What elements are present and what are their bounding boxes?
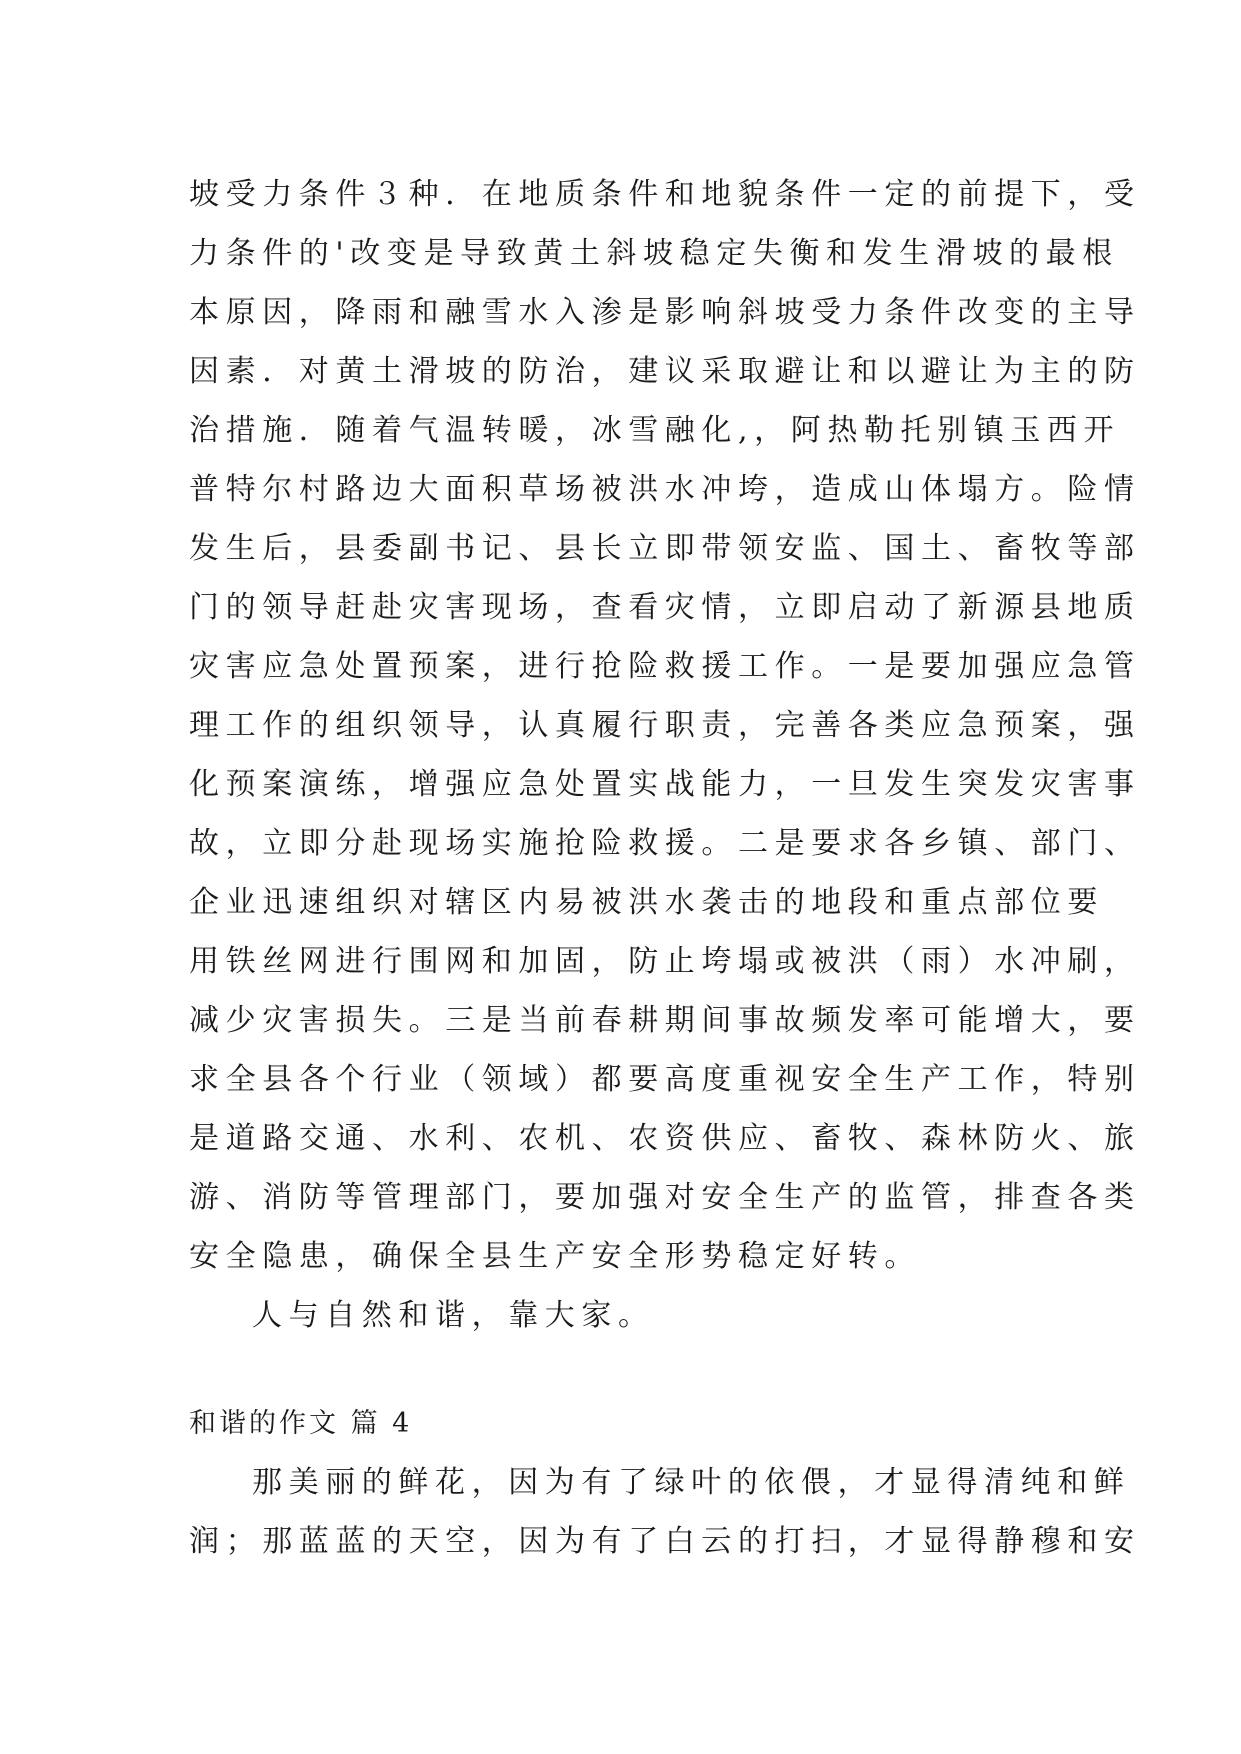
text-line: 力条件的'改变是导致黄土斜坡稳定失衡和发生滑坡的最根 bbox=[189, 236, 1119, 271]
paragraph-2 bbox=[189, 1286, 1049, 1345]
text-line: 坡受力条件３种．在地质条件和地貌条件一定的前提下，受 bbox=[189, 177, 1141, 212]
section-spacer bbox=[189, 1345, 1049, 1394]
text-line: 企业迅速组织对辖区内易被洪水袭击的地段和重点部位要 bbox=[189, 885, 1104, 920]
text-line: 灾害应急处置预案，进行抢险救援工作。一是要加强应急管 bbox=[189, 649, 1141, 684]
text-line: 理工作的组织领导，认真履行职责，完善各类应急预案，强 bbox=[189, 708, 1141, 743]
text-line: 化预案演练，增强应急处置实战能力，一旦发生突发灾害事 bbox=[189, 767, 1141, 802]
text-line: 本原因，降雨和融雪水入渗是影响斜坡受力条件改变的主导 bbox=[189, 295, 1141, 330]
text-line: 用铁丝网进行围网和加固，防止垮塌或被洪（雨）水冲刷， bbox=[189, 944, 1141, 979]
text-line: 故，立即分赴现场实施抢险救援。二是要求各乡镇、部门、 bbox=[189, 826, 1141, 861]
text-line: 人与自然和谐，靠大家。 bbox=[252, 1298, 655, 1333]
text-line: 那美丽的鲜花，因为有了绿叶的依偎，才显得清纯和鲜 bbox=[252, 1465, 1131, 1500]
text-line: 因素．对黄土滑坡的防治，建议采取避让和以避让为主的防 bbox=[189, 354, 1141, 389]
text-line: 润；那蓝蓝的天空，因为有了白云的打扫，才显得静穆和安 bbox=[189, 1524, 1141, 1559]
text-line: 减少灾害损失。三是当前春耕期间事故频发率可能增大，要 bbox=[189, 1003, 1141, 1038]
paragraph-3 bbox=[189, 1453, 1141, 1571]
section-heading: 和谐的作文 篇 4 bbox=[189, 1408, 413, 1439]
paragraph-1 bbox=[189, 165, 1141, 1286]
text-line: 治措施．随着气温转暖，冰雪融化,，阿热勒托别镇玉西开 bbox=[189, 413, 1121, 448]
text-line: 发生后，县委副书记、县长立即带领安监、国土、畜牧等部 bbox=[189, 531, 1141, 566]
document-body bbox=[189, 165, 1141, 1571]
text-line: 是道路交通、水利、农机、农资供应、畜牧、森林防火、旅 bbox=[189, 1121, 1141, 1156]
text-line: 普特尔村路边大面积草场被洪水冲垮，造成山体塌方。险情 bbox=[189, 472, 1141, 507]
text-line: 求全县各个行业（领域）都要高度重视安全生产工作，特别 bbox=[189, 1062, 1141, 1097]
text-line: 门的领导赶赴灾害现场，查看灾情，立即启动了新源县地质 bbox=[189, 590, 1141, 625]
text-line: 安全隐患，确保全县生产安全形势稳定好转。 bbox=[189, 1239, 921, 1274]
text-line: 游、消防等管理部门，要加强对安全生产的监管，排查各类 bbox=[189, 1180, 1141, 1215]
